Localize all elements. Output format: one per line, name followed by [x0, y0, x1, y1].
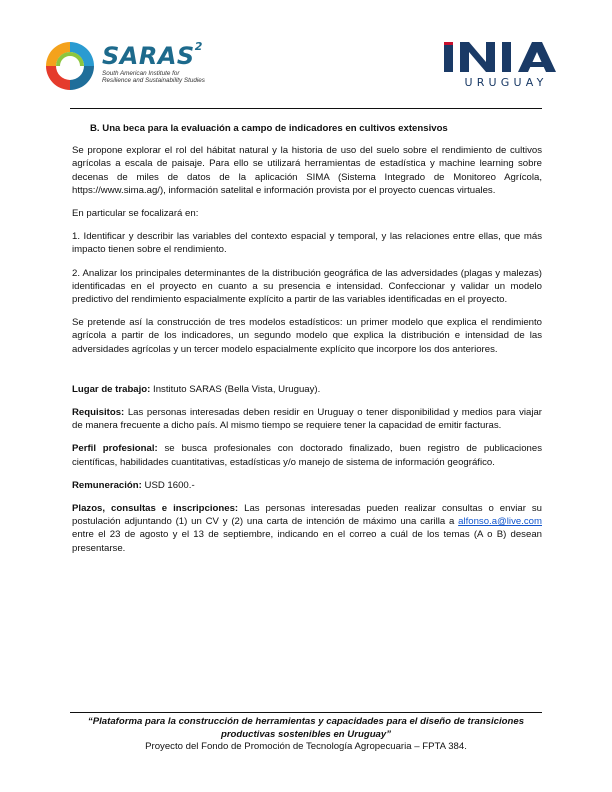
footer-divider — [70, 712, 542, 713]
paragraph-intro: Se propone explorar el rol del hábitat natural y la historia de uso del suelo sobre el rendimiento de cultivos agrícolas a escala de paisaje. Para ello se utilizará herramientas de estadística y machine learning sobre decenas de miles de datos de la aplicación SIMA (Sistema Integrado de Monitoreo Agrícola, https://www.sima.ag/), información satelital e información provista por el proyecto cuencas virtuales. — [72, 145, 542, 196]
paragraph-item-2: 2. Analizar los principales determinantes de la distribución geográfica de las adversidades (plagas y malezas) identificadas en el proyecto en cuanto a su presencia e intensidad. Confeccionar y validar un modelo predictivo del rendimiento espacialmente explícito a partir de las variables identificadas en el proyecto. — [72, 267, 542, 306]
pay-label: Remuneración: — [72, 479, 142, 491]
deadlines-value-before: Las personas interesadas pueden realizar consultas o enviar su postulación adjuntando (1) un CV y (2) una carta de intención de máximo una carilla a — [72, 503, 543, 528]
saras-ring-icon — [42, 38, 98, 94]
workplace-value: Instituto SARAS (Bella Vista, Uruguay). — [150, 383, 321, 395]
saras-logo — [42, 38, 232, 98]
page-footer — [70, 712, 542, 754]
section-title: B. Una beca para la evaluación a campo de indicadores en cultivos extensivos — [90, 123, 448, 134]
profile-value: se busca profesionales con doctorado finalizado, buen registro de publicaciones científicas, habilidades cuantitativas, estadísticas y/o manejo de sistema de información geográfico. — [72, 443, 542, 468]
saras-wordmark: SARAS$^2$ — [102, 40, 203, 70]
page-header — [0, 0, 612, 115]
deadlines-line — [72, 502, 542, 555]
pay-value: USD 1600.- — [141, 479, 195, 491]
profile-label: Perfil profesional: — [72, 443, 158, 455]
contact-email-link[interactable]: alfonso.a@live.com — [458, 516, 542, 528]
deadlines-value-after: entre el 23 de agosto y el 13 de septiembre, indicando en el correo a cuál de los temas (A o B) desean presentarse. — [72, 529, 542, 554]
footer-project: Proyecto del Fondo de Promoción de Tecnología Agropecuaria – FPTA 384. — [145, 741, 467, 753]
profile-line — [72, 442, 542, 468]
workplace-line — [72, 383, 542, 396]
pay-line — [72, 479, 542, 492]
header-divider — [70, 108, 542, 109]
inia-logo — [440, 40, 572, 98]
paragraph-focus: En particular se focalizará en: — [72, 208, 199, 220]
requirements-value: Las personas interesadas deben residir en Uruguay o tener disponibilidad y medios para viajar de manera frecuente a dicho país. Al mismo tiempo se requiere tener la capacidad de emitir facturas. — [72, 407, 542, 432]
paragraph-item-1: 1. Identificar y describir las variables del contexto espacial y temporal, y las relaciones entre ellas, que más impacto tienen sobre el rendimiento. — [72, 231, 542, 256]
main-content — [72, 122, 542, 565]
spacer — [72, 366, 542, 383]
deadlines-label: Plazos, consultas e inscripciones: — [72, 503, 239, 515]
saras-tagline: South American Institute for Resilience and Sustainability Studies — [102, 70, 205, 84]
requirements-label: Requisitos: — [72, 407, 125, 419]
requirements-line — [72, 406, 542, 432]
footer-title: “Plataforma para la construcción de herramientas y capacidades para el diseño de transiciones productivas sostenibles en Uruguay” — [87, 716, 525, 740]
workplace-label: Lugar de trabajo: — [72, 383, 151, 395]
paragraph-models: Se pretende así la construcción de tres modelos estadísticos: un primer modelo que explica el rendimiento agrícola a partir de los indicadores, un segundo modelo que explica la distribución e intensidad de las adversidades agrícolas y un tercer modelo espacialmente explícito que incorpore los dos anteriores. — [72, 317, 542, 355]
inia-country-label: URUGUAY — [464, 76, 548, 89]
inia-wordmark-icon — [440, 40, 572, 74]
